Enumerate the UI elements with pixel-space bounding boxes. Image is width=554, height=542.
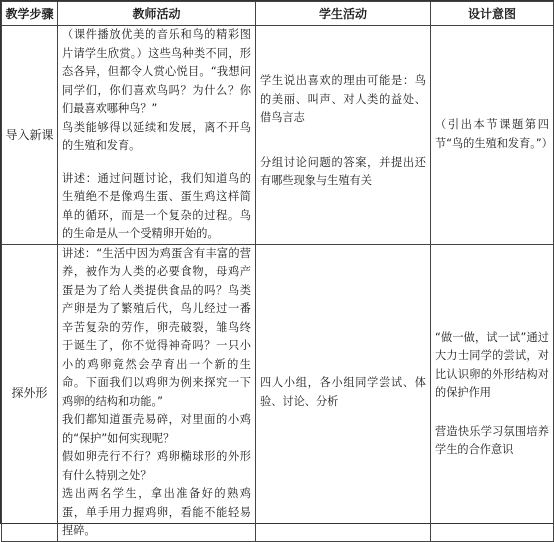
header-teacher: 教师活动 — [58, 2, 256, 26]
teacher-text: 选出两名学生，拿出准备好的熟鸡蛋，单手用力握鸡卵，看能不能轻易捏碎。 — [62, 487, 251, 537]
student-text: 学生说出喜欢的理由可能是：鸟的美丽、叫声、对人类的益处、借鸟言志 — [260, 74, 426, 124]
teacher-text: 讲述：“生活中因为鸡蛋含有丰富的营养，被作为人类的必要食物，母鸡产蛋是为了给人类提供食品的吗？鸟类产卵是为了繁殖后代，鸟儿经过一番辛苦复杂的劳作，卵壳破裂，雏鸟终于诞生了，你不觉得神奇吗？一只小小的鸡卵竟然会孕育出一个新的生命。下面我们以鸡卵为例来探究一下鸡卵的结构和功能。” — [62, 246, 251, 408]
header-row — [2, 2, 554, 26]
teacher-text: 我们都知道蛋壳易碎，对里面的小鸡的“保护”如何实现呢？ — [62, 413, 251, 445]
spacer — [431, 403, 553, 423]
teacher-text: （课件播放优美的音乐和鸟的精彩图片请学生欣赏。）这些鸟种类不同，形态各异，但都令人赏心悦目。“我想问同学们，你们喜欢鸟吗？为什么？你们最喜欢哪种鸟？” — [62, 28, 251, 115]
student-cell-shape — [256, 244, 431, 541]
lesson-plan-table — [1, 1, 554, 542]
header-design: 设计意图 — [431, 2, 554, 26]
row-shape — [2, 244, 554, 541]
spacer — [256, 26, 430, 72]
spacer — [431, 245, 553, 329]
step-intro: 导入新课 — [2, 26, 58, 245]
teacher-text: 讲述：通过问题讨论，我们知道鸟的生殖绝不是像鸡生蛋、蛋生鸡这样简单的循环，而是一个复杂的过程。鸟的生命是从一个受精卵开始的。 — [62, 171, 251, 240]
teacher-text: 假如卵壳行不行？鸡卵椭球形的外形有什么特别之处？ — [62, 450, 251, 482]
teacher-cell-intro — [58, 26, 256, 245]
design-text: （引出本节课题第四节“鸟的生殖和发育。”） — [435, 118, 553, 150]
step-shape: 探外形 — [2, 244, 58, 541]
design-text: 营造快乐学习氛围培养学生的合作意识 — [435, 424, 549, 456]
student-cell-intro — [256, 26, 431, 245]
design-cell-intro — [431, 26, 554, 245]
header-step: 教学步骤 — [2, 2, 58, 26]
teacher-cell-shape — [58, 244, 256, 541]
design-cell-shape — [431, 244, 554, 541]
design-text: “做一做，试一试”通过大力士同学的尝试，对比认识卵的外形结构对的保护作用 — [435, 330, 549, 399]
row-intro — [2, 26, 554, 245]
student-text: 四人小组，各小组同学尝试、体验、讨论、分析 — [260, 376, 426, 408]
header-student: 学生活动 — [256, 2, 431, 26]
student-text: 分组讨论问题的答案，并提出还有哪些现象与生殖有关 — [260, 155, 426, 187]
spacer — [256, 128, 430, 154]
spacer — [58, 156, 255, 170]
teacher-text: 鸟类能够得以延续和发展，离不开鸟的生殖和发育。 — [62, 120, 251, 152]
